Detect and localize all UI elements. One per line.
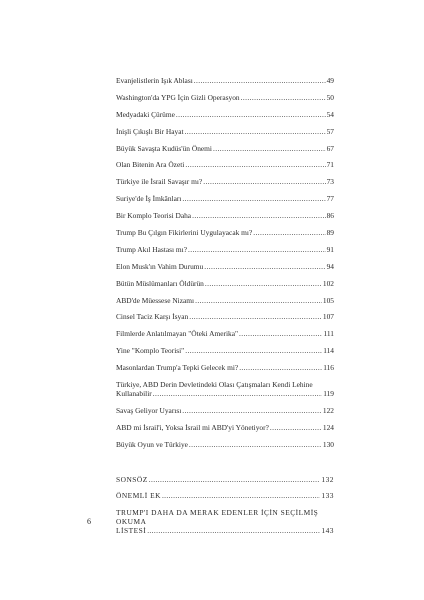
toc-entry-page: 54 — [326, 109, 334, 119]
toc-entry-onemli-ek — [116, 491, 334, 500]
toc-entry-title: Büyük Savaşta Kudüs'ün Önemi — [116, 143, 212, 153]
toc-entry-reading-list — [116, 508, 334, 535]
toc-entry — [116, 194, 334, 203]
toc-entry — [116, 363, 334, 372]
leader-dots — [189, 312, 322, 321]
toc-entry — [116, 279, 334, 288]
toc-entry-title: Elon Musk'ın Vahim Durumu — [116, 261, 204, 271]
leader-dots — [194, 76, 326, 85]
toc-entry — [116, 296, 334, 305]
toc-entry-title: ABD'de Müessese Nizamı — [116, 295, 195, 305]
leader-dots — [188, 245, 326, 254]
leader-dots — [149, 475, 321, 484]
toc-entry-sonsoz — [116, 475, 334, 484]
toc-entry — [116, 406, 334, 415]
toc-entry — [116, 93, 334, 102]
leader-dots — [147, 526, 320, 535]
leader-dots — [176, 110, 326, 119]
toc-entry-page: 124 — [322, 422, 334, 432]
toc-entry-title: Filmlerde Anlatılmayan "Öteki Amerika" — [116, 329, 238, 339]
toc-entry-page: 122 — [322, 405, 334, 415]
toc-entry-title: TRUMP'I DAHA DA MERAK EDENLER İÇİN SEÇİLMİŞ OKUMA — [116, 508, 319, 527]
toc-entry-title: Cinsel Taciz Karşı İsyan — [116, 312, 189, 322]
toc-entry-title: Trump Akıl Hastası mı? — [116, 244, 187, 254]
leader-dots — [185, 160, 325, 169]
leader-dots — [189, 440, 322, 449]
leader-dots — [241, 93, 326, 102]
toc-entry-page: 111 — [323, 329, 334, 339]
leader-dots — [182, 194, 325, 203]
toc-entry-page: 73 — [326, 177, 334, 187]
toc-entry-page: 57 — [326, 126, 334, 136]
toc-entry-page: 107 — [322, 312, 334, 322]
toc-entry — [116, 440, 334, 449]
leader-dots — [185, 346, 322, 355]
toc-entry — [116, 262, 334, 271]
toc-entry-title: Bir Komplo Teorisi Daha — [116, 211, 192, 221]
toc-entry-page: 67 — [326, 143, 334, 153]
toc-entry — [116, 177, 334, 186]
leader-dots — [195, 296, 322, 305]
toc-entry — [116, 211, 334, 220]
toc-entry-page: 77 — [326, 194, 334, 204]
toc-entry — [116, 76, 334, 85]
toc-entry-title: Masonlardan Trump'a Tepki Gelecek mi? — [116, 363, 239, 373]
toc-entry-title: Bütün Müslümanları Öldürün — [116, 278, 204, 288]
toc-entry-title: Washington'da YPG İçin Gizli Operasyon — [116, 92, 240, 102]
toc-entry-title: Olan Bitenin Ara Özeti — [116, 160, 185, 170]
toc-entry-title: Türkiye, ABD Derin Devletindeki Olası Çatışmaları Kendi Lehine — [116, 380, 313, 390]
section-spacer — [116, 457, 334, 475]
toc-entry-page: 143 — [321, 526, 334, 536]
toc-entry-page: 114 — [323, 346, 334, 356]
toc-entry-title: Savaş Geliyor Uyarısı — [116, 405, 182, 415]
toc-entry-page: 119 — [323, 389, 334, 399]
toc-entry-title: Evanjelistlerin Işık Ablası — [116, 76, 193, 85]
toc-entry-page: 94 — [326, 261, 334, 271]
toc-entry-title: Medyadaki Çürüme — [116, 109, 175, 119]
toc-entry-title: ABD mi İsrail'i, Yoksa İsrail mi ABD'yi Yönetiyor? — [116, 422, 269, 432]
toc-entry — [116, 144, 334, 153]
leader-dots — [185, 127, 326, 136]
toc-entry-page: 102 — [322, 278, 334, 288]
toc-entry-page: 130 — [322, 439, 334, 449]
leader-dots — [153, 389, 322, 398]
leader-dots — [239, 329, 322, 338]
toc-entry-title: SONSÖZ — [116, 474, 148, 484]
toc-entry-title: ÖNEMLİ EK — [116, 491, 161, 501]
toc-entry-title: Yine "Komplo Teorisi" — [116, 346, 185, 356]
page-number: 6 — [87, 517, 91, 526]
leader-dots — [213, 144, 326, 153]
toc-entry-page: 49 — [326, 76, 334, 85]
toc-entry — [116, 380, 334, 398]
toc-entry — [116, 423, 334, 432]
toc-entry-title: Türkiye ile İsrail Savaşır mı? — [116, 177, 203, 187]
toc-entry — [116, 329, 334, 338]
leader-dots — [182, 406, 322, 415]
toc-entry — [116, 312, 334, 321]
leader-dots — [203, 177, 325, 186]
leader-dots — [192, 211, 326, 220]
table-of-contents — [116, 76, 334, 543]
toc-entry — [116, 245, 334, 254]
toc-entry-page: 91 — [326, 244, 334, 254]
toc-entry-page: 116 — [323, 363, 334, 373]
toc-entry-title: Suriye'de İş İmkânları — [116, 194, 182, 204]
toc-entry-title-cont: LİSTESİ — [116, 526, 147, 536]
toc-entry — [116, 160, 334, 169]
leader-dots — [162, 491, 320, 500]
toc-entry-page: 133 — [321, 491, 334, 501]
toc-entry-page: 71 — [326, 160, 334, 170]
toc-entry-page: 50 — [326, 92, 334, 102]
toc-entry-page: 132 — [321, 474, 334, 484]
leader-dots — [270, 423, 322, 432]
toc-entry-title: Trump Bu Çılgın Fikirlerini Uygulayacak mı? — [116, 228, 253, 238]
leader-dots — [205, 279, 322, 288]
toc-entry — [116, 228, 334, 237]
toc-entry-title-cont: Kullanabilir — [116, 389, 152, 399]
toc-entry — [116, 127, 334, 136]
toc-entry-title: İnişli Çıkışlı Bir Hayat — [116, 126, 184, 136]
leader-dots — [253, 228, 325, 237]
leader-dots — [204, 262, 325, 271]
toc-entry-page: 89 — [326, 228, 334, 238]
toc-entry-page: 86 — [326, 211, 334, 221]
toc-entry — [116, 110, 334, 119]
leader-dots — [239, 363, 322, 372]
toc-entry-title: Büyük Oyun ve Türkiye — [116, 439, 188, 449]
toc-entry-line2 — [116, 389, 334, 398]
toc-entry-page: 105 — [322, 295, 334, 305]
toc-entry — [116, 346, 334, 355]
toc-entry-line2 — [116, 526, 334, 535]
